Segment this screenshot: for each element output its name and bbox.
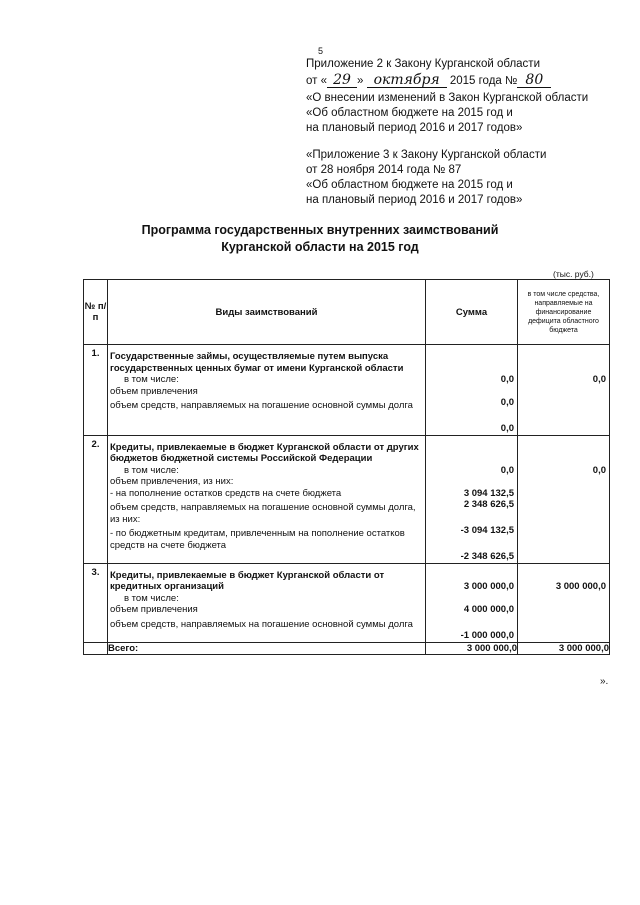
- old-appendix-line-3: «Об областном бюджете на 2015 год и: [306, 179, 513, 191]
- law-date-line: [306, 74, 551, 89]
- total-deficit: 3 000 000,0: [518, 642, 610, 654]
- section-sum: 0,0: [500, 374, 514, 385]
- row-number: 3.: [84, 563, 108, 642]
- row-number: 1.: [84, 345, 108, 436]
- section-sum: 3 000 000,0: [463, 581, 514, 592]
- section-deficit: 3 000 000,0: [555, 581, 606, 592]
- line-label: - по бюджетным кредитам, привлеченным на пополнение остатков средств на счете бюджета: [110, 528, 405, 551]
- date-prefix: от «: [306, 75, 328, 87]
- col-kind-header: Виды заимствований: [108, 280, 426, 345]
- total-label: Всего:: [108, 642, 426, 654]
- line-sum: 4 000 000,0: [463, 604, 514, 615]
- section-title: Кредиты, привлекаемые в бюджет Курганской области от кредитных организаций: [110, 569, 385, 592]
- line-sum: -1 000 000,0: [460, 630, 514, 641]
- line-sum: 3 094 132,5: [463, 487, 514, 499]
- line-label: объем средств, направляемых на погашение основной суммы долга, из них:: [110, 502, 416, 525]
- table-row-total: [84, 642, 610, 654]
- line-label: объем привлечения, из них:: [110, 476, 234, 487]
- section-deficit: 0,0: [592, 374, 606, 385]
- law-number-handwritten: 80: [517, 74, 551, 88]
- line-sum: -3 094 132,5: [460, 525, 514, 536]
- date-month-handwritten: октября: [367, 74, 447, 88]
- date-year: 2015 года №: [449, 75, 518, 87]
- date-mid: »: [357, 75, 364, 87]
- date-day-handwritten: 29: [327, 74, 357, 88]
- col-deficit-header: в том числе средства, направляемые на финансирование дефицита областного бюджета: [518, 280, 610, 345]
- including-label: в том числе:: [124, 592, 179, 604]
- line-label: - на пополнение остатков средств на счете бюджета: [110, 487, 342, 499]
- borrowing-program-table: [83, 279, 610, 655]
- header-line-3: «О внесении изменений в Закон Курганской области: [306, 92, 589, 104]
- line-label: объем средств, направляемых на погашение основной суммы долга: [110, 618, 413, 630]
- col-sum-header: Сумма: [426, 280, 518, 345]
- section-deficit: 0,0: [592, 464, 606, 476]
- table-row-section-2: [84, 435, 610, 563]
- line-sum: -2 348 626,5: [460, 551, 514, 562]
- document-title-line-1: Программа государственных внутренних заимствований: [141, 223, 499, 237]
- section-sum: 0,0: [500, 464, 514, 476]
- section-title: Государственные займы, осуществляемые путем выпуска государственных ценных бумаг от имени Курганской области: [110, 351, 404, 374]
- line-sum: 0,0: [500, 397, 514, 408]
- row-number: 2.: [84, 435, 108, 563]
- col-number-header: № п/п: [84, 280, 108, 345]
- header-line-5: на плановый период 2016 и 2017 годов»: [306, 122, 523, 134]
- including-label: в том числе:: [124, 464, 179, 476]
- appendix-line: Приложение 2 к Закону Курганской области: [306, 58, 540, 70]
- including-label: в том числе:: [124, 374, 179, 385]
- old-appendix-line-4: на плановый период 2016 и 2017 годов»: [306, 194, 523, 206]
- document-title-line-2: Курганской области на 2015 год: [221, 240, 419, 254]
- table-header-row: [84, 280, 610, 345]
- page-number: 5: [318, 46, 324, 56]
- header-line-4: «Об областном бюджете на 2015 год и: [306, 107, 513, 119]
- table-row-section-1: [84, 345, 610, 436]
- units-label: (тыс. руб.): [553, 269, 594, 279]
- closing-quote: ».: [600, 676, 609, 687]
- line-sum: 0,0: [500, 423, 514, 434]
- line-label: объем средств, направляемых на погашение основной суммы долга: [110, 400, 413, 411]
- line-label: объем привлечения: [110, 385, 198, 397]
- line-sum: 2 348 626,5: [463, 499, 514, 510]
- line-label: объем привлечения: [110, 604, 198, 615]
- table-row-section-3: [84, 563, 610, 642]
- old-appendix-line-2: от 28 ноября 2014 года № 87: [306, 164, 462, 176]
- total-sum: 3 000 000,0: [426, 642, 518, 654]
- old-appendix-line-1: «Приложение 3 к Закону Курганской области: [306, 149, 547, 161]
- section-title: Кредиты, привлекаемые в бюджет Курганской области от других бюджетов бюджетной системы Российской Федерации: [110, 441, 419, 464]
